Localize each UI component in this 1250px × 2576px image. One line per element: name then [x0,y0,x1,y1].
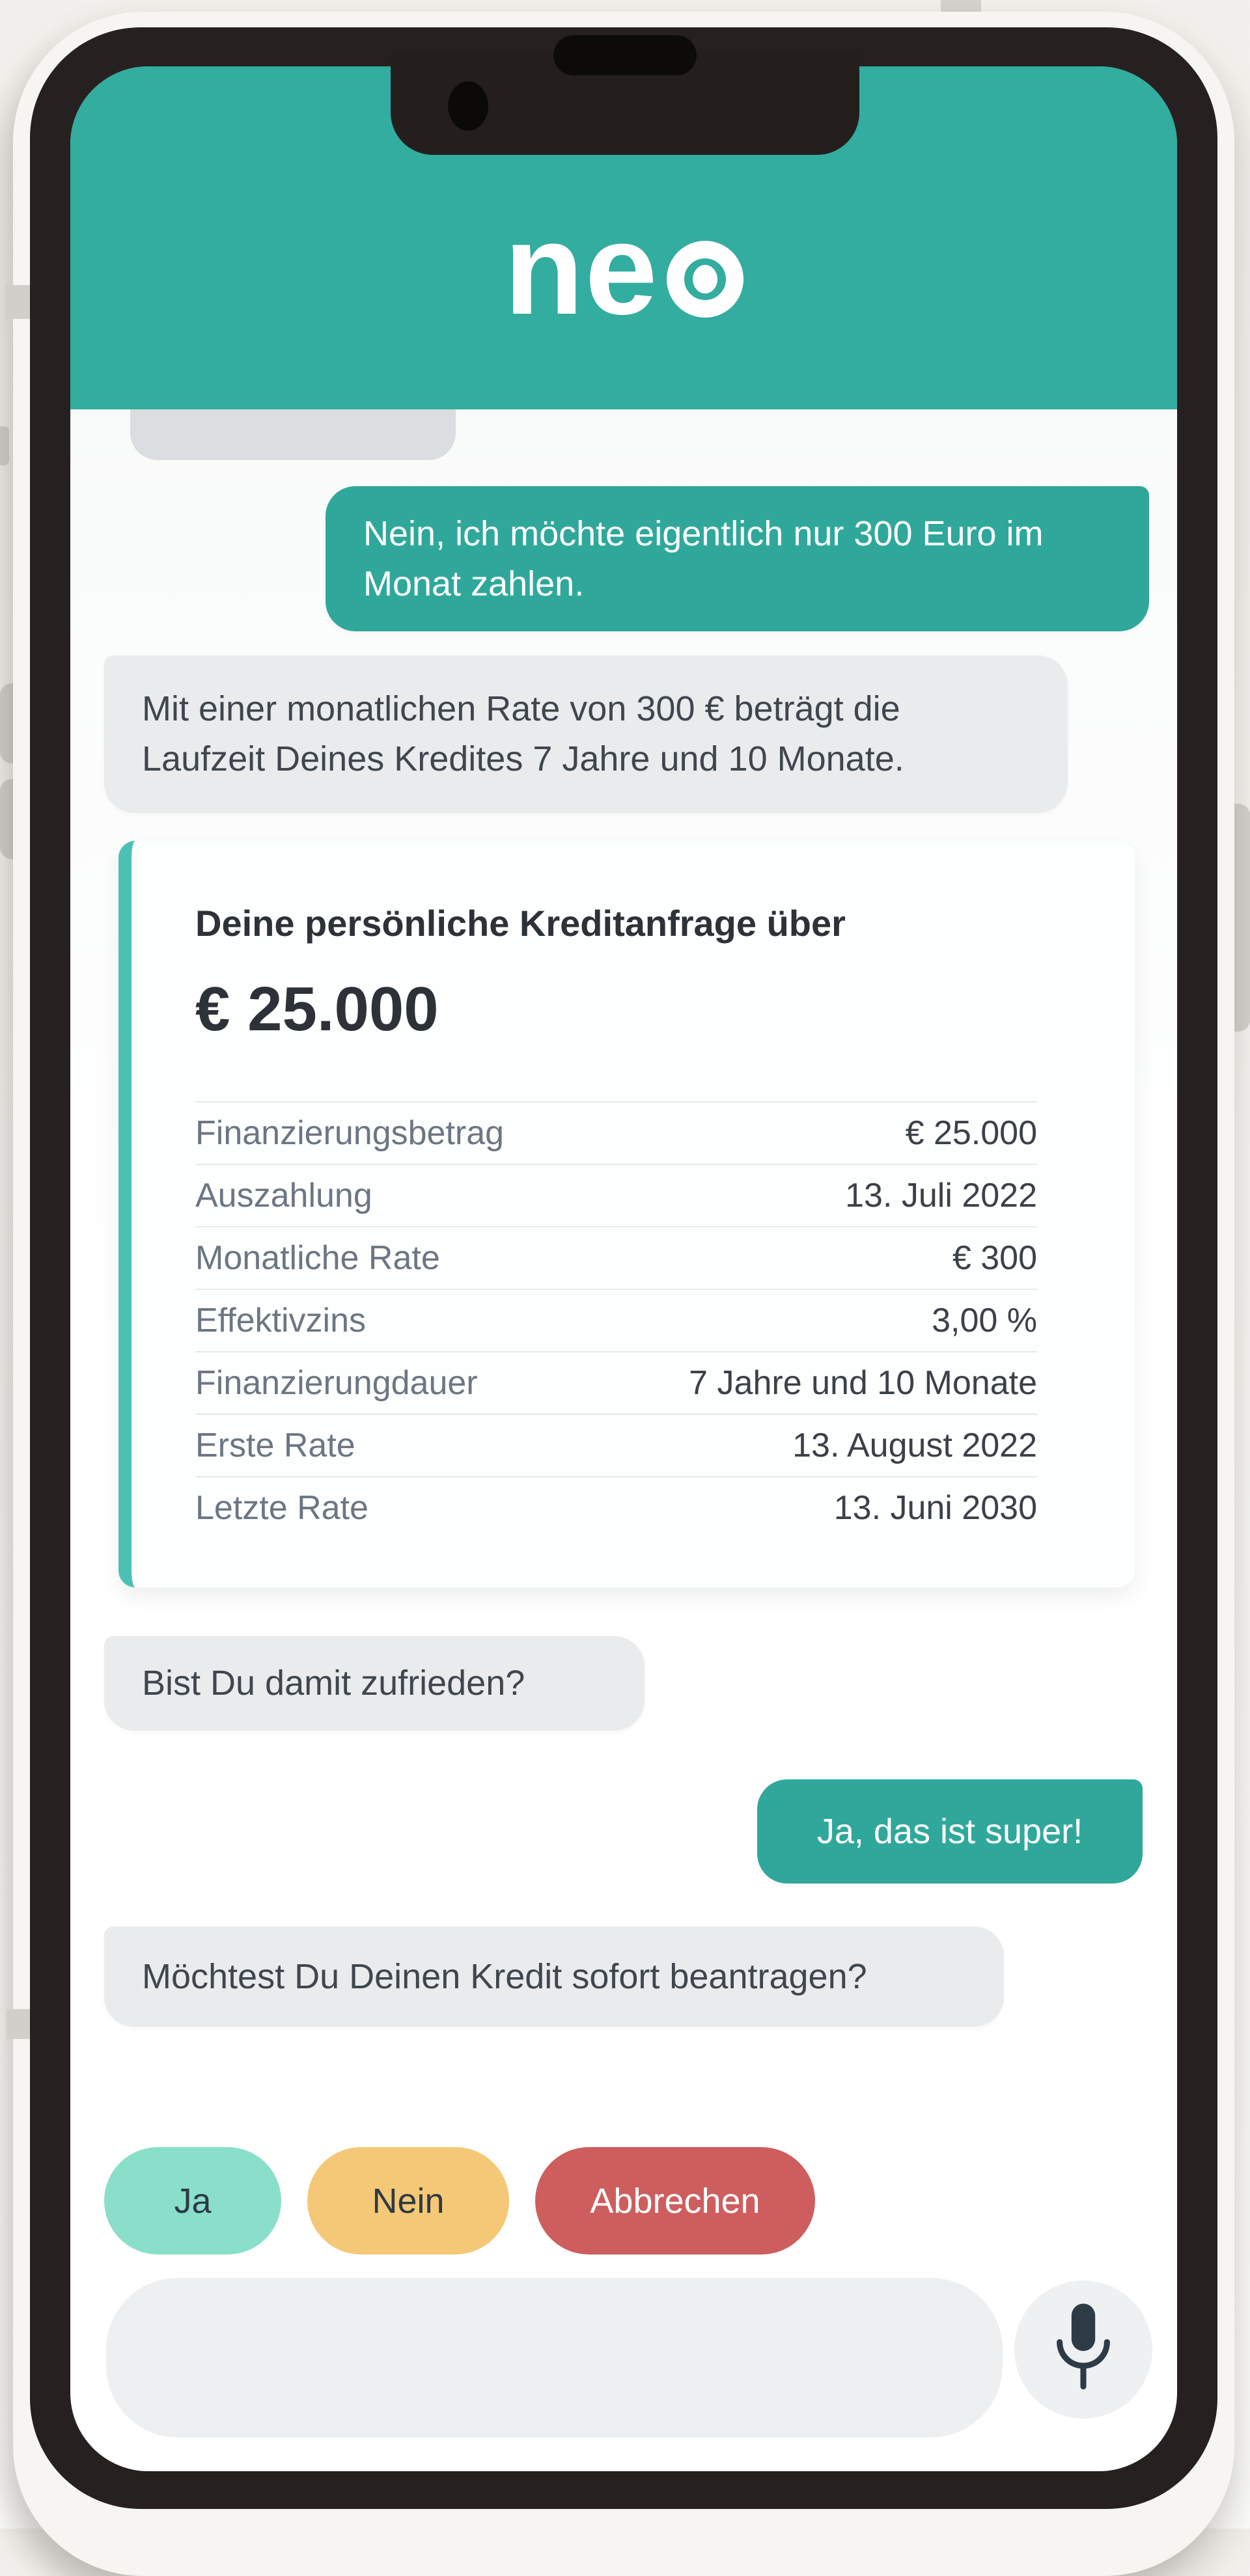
message-bubble-bot [104,655,1068,813]
card-amount: € 25.000 [195,974,439,1044]
message-bubble-user [326,486,1149,631]
logo-o-icon [667,241,743,318]
phone-frame [13,12,1234,2576]
row-label: Finanzierungsbetrag [195,1114,505,1152]
message-input[interactable] [106,2278,1003,2437]
brand-logo-text: ne [504,196,659,342]
message-bubble-partial [130,409,456,460]
row-value: 7 Jahre und 10 Monate [689,1364,1037,1402]
row-label: Letzte Rate [195,1489,368,1527]
microphone-icon [1047,2301,1120,2398]
message-text: Nein, ich möchte eigentlich nur 300 Euro im Monat zahlen. [363,514,1044,603]
front-camera-icon [448,81,488,131]
background-fragment-left [0,426,9,465]
table-row [195,1101,1037,1164]
message-bubble-bot [104,1636,645,1731]
row-value: € 300 [952,1239,1037,1277]
phone-screen [70,66,1177,2471]
table-row [195,1164,1037,1226]
brand-logo [504,196,743,342]
row-value: 3,00 % [932,1302,1037,1339]
speaker-grille-icon [553,35,697,75]
credit-offer-card [118,841,1135,1587]
table-row [195,1226,1037,1289]
message-text: Mit einer monatlichen Rate von 300 € beträgt die Laufzeit Deines Kredites 7 Jahre und 10 Monate. [142,689,904,778]
row-value: 13. Juni 2030 [833,1489,1037,1527]
quick-reply-ja-button[interactable]: Ja [104,2147,281,2254]
mic-button[interactable] [1014,2281,1152,2418]
row-value: 13. August 2022 [792,1427,1037,1464]
row-label: Finanzierungdauer [195,1364,478,1402]
quick-reply-nein-button[interactable]: Nein [307,2147,509,2254]
message-text: Ja, das ist super! [816,1811,1083,1851]
card-title: Deine persönliche Kreditanfrage über [195,903,846,944]
row-label: Auszahlung [195,1177,372,1214]
table-row [195,1476,1037,1539]
row-label: Erste Rate [195,1427,355,1464]
row-value: 13. Juli 2022 [845,1177,1037,1214]
message-text: Bist Du damit zufrieden? [142,1664,525,1703]
message-text: Möchtest Du Deinen Kredit sofort beantragen? [142,1956,867,1996]
message-bubble-bot [104,1926,1004,2027]
row-label: Effektivzins [195,1302,367,1339]
table-row [195,1414,1037,1476]
row-value: € 25.000 [905,1114,1037,1152]
quick-reply-abbrechen-button[interactable]: Abbrechen [535,2147,815,2254]
table-row [195,1289,1037,1351]
row-label: Monatliche Rate [195,1239,440,1277]
table-row [195,1351,1037,1414]
message-bubble-user [757,1779,1143,1884]
summary-table [195,1101,1037,1539]
